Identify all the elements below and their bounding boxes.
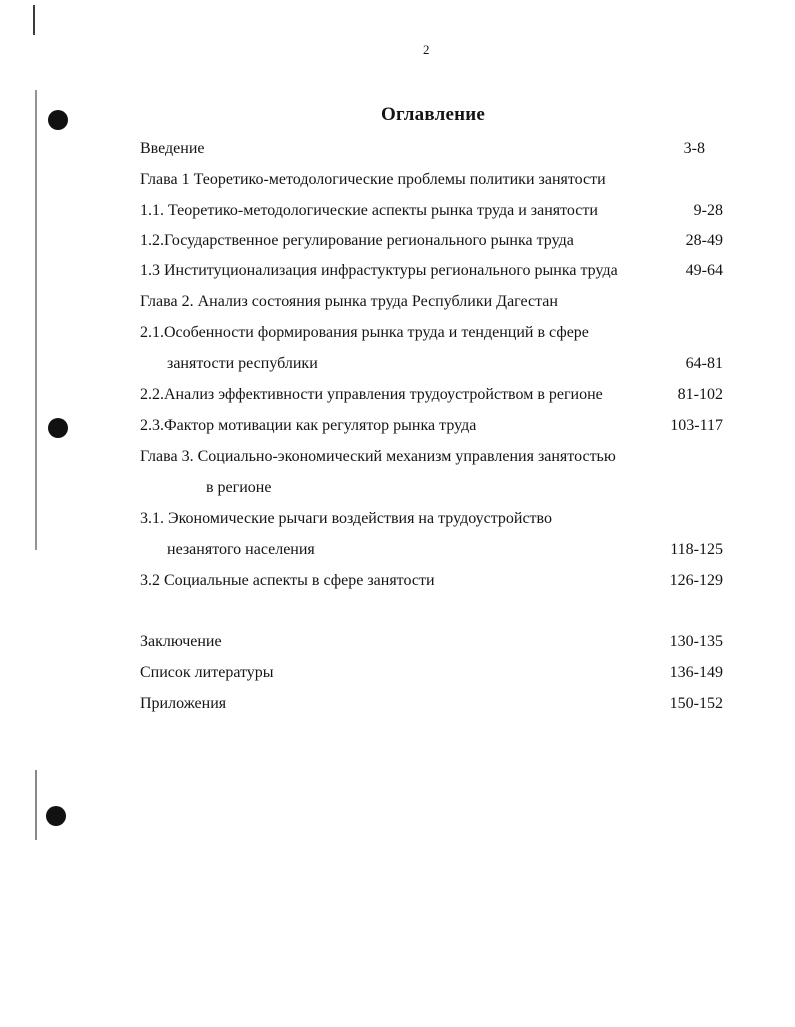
toc-entry	[0, 230, 795, 252]
toc-entry-text: 1.3 Институционализация инфрастуктуры регионального рынка труда	[140, 262, 618, 279]
toc-entry-page: 150-152	[669, 695, 723, 712]
toc-entry-text: Приложения	[140, 695, 227, 712]
toc-entry-text: Введение	[140, 140, 205, 157]
toc-entry-text: Глава 3. Социально-экономический механизм управления занятостью	[140, 448, 616, 465]
toc-entry	[0, 477, 795, 499]
toc-entry-page: 103-117	[670, 417, 723, 434]
toc-entry-text: в регионе	[206, 479, 272, 496]
toc-entry	[0, 631, 795, 653]
page-title: Оглавление	[380, 104, 486, 125]
scan-margin-line	[33, 5, 35, 35]
toc-entry-text: 3.1. Экономические рычаги воздействия на трудоустройство	[140, 510, 552, 527]
toc-entry-text: незанятого населения	[167, 541, 315, 558]
toc-entry	[0, 415, 795, 437]
toc-entry-text: 2.2.Анализ эффективности управления трудоустройством в регионе	[140, 386, 603, 403]
toc-entry	[0, 169, 795, 191]
toc-entry-text: занятости республики	[167, 355, 318, 372]
toc-entry-text: Заключение	[140, 633, 222, 650]
page-number: 2	[423, 42, 430, 57]
toc-entry-page: 3-8	[683, 140, 705, 157]
toc-entry	[0, 570, 795, 592]
toc-entry	[0, 353, 795, 375]
toc-entry-page: 81-102	[677, 386, 723, 403]
toc-entry	[0, 322, 795, 344]
toc-entry-text: 2.3.Фактор мотивации как регулятор рынка труда	[140, 417, 477, 434]
toc-entry	[0, 260, 795, 282]
toc-entry	[0, 200, 795, 222]
toc-entry	[0, 508, 795, 530]
scan-margin-line	[35, 770, 37, 840]
toc-entry-page: 28-49	[685, 232, 723, 249]
toc-entry-page: 64-81	[685, 355, 723, 372]
toc-entry	[0, 384, 795, 406]
toc-entry	[0, 662, 795, 684]
toc-entry-page: 136-149	[669, 664, 723, 681]
toc-entry-page: 126-129	[669, 572, 723, 589]
toc-entry	[0, 539, 795, 561]
toc-entry-text: 1.2.Государственное регулирование регионального рынка труда	[140, 232, 574, 249]
toc-entry	[0, 446, 795, 468]
toc-entry	[0, 138, 795, 160]
toc-entry	[0, 693, 795, 715]
toc-entry-page: 9-28	[693, 202, 723, 219]
toc-entry-page: 130-135	[669, 633, 723, 650]
toc-entry-text: 2.1.Особенности формирования рынка труда и тенденций в сфере	[140, 324, 589, 341]
toc-entry-page: 49-64	[685, 262, 723, 279]
toc-entry-page: 118-125	[670, 541, 723, 558]
toc-entry-text: Глава 1 Теоретико-методологические проблемы политики занятости	[140, 171, 606, 188]
punch-hole-icon	[46, 806, 66, 826]
toc-entry-text: Список литературы	[140, 664, 274, 681]
toc-entry-text: 3.2 Социальные аспекты в сфере занятости	[140, 572, 435, 589]
toc-entry	[0, 291, 795, 313]
toc-entry-text: Глава 2. Анализ состояния рынка труда Республики Дагестан	[140, 293, 558, 310]
toc-entry-text: 1.1. Теоретико-методологические аспекты рынка труда и занятости	[140, 202, 598, 219]
